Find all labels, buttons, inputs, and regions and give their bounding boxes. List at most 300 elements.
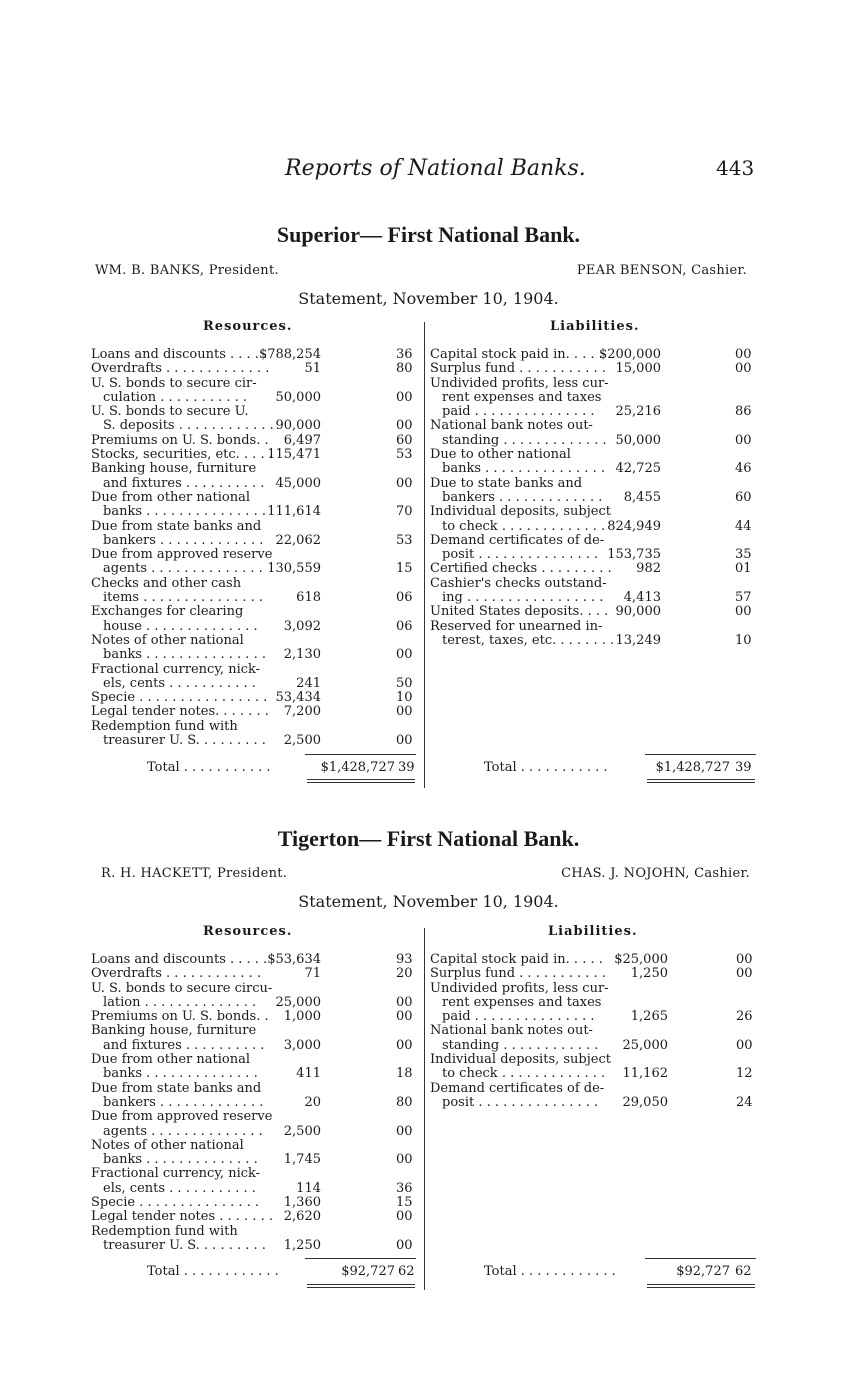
total-label: Total . . . . . . . . . . . bbox=[484, 760, 608, 775]
ledger-row bbox=[91, 548, 421, 562]
ledger-row bbox=[91, 1096, 421, 1110]
ledger-row bbox=[430, 1096, 760, 1110]
total-cents: 62 bbox=[735, 1264, 752, 1279]
cashier-name: PEAR BENSON, Cashier. bbox=[576, 263, 747, 278]
ledger-row bbox=[430, 434, 760, 448]
row-dollars: 15,000 bbox=[615, 361, 661, 377]
ledger-row bbox=[91, 348, 421, 362]
row-cents: 00 bbox=[735, 432, 752, 448]
row-cents: 00 bbox=[396, 1009, 413, 1025]
row-label: els, cents . . . . . . . . . . . bbox=[103, 1180, 256, 1196]
row-dollars: 2,500 bbox=[283, 733, 321, 749]
ledger-row bbox=[91, 505, 421, 519]
total-label: Total . . . . . . . . . . . . bbox=[147, 1264, 279, 1279]
row-label: Demand certificates of de- bbox=[430, 532, 605, 548]
row-label: agents . . . . . . . . . . . . . . bbox=[103, 561, 263, 577]
ledger-row bbox=[91, 648, 421, 662]
row-label: U. S. bonds to secure circu- bbox=[91, 980, 273, 996]
row-dollars: 50,000 bbox=[275, 389, 321, 405]
row-dollars: 1,360 bbox=[283, 1195, 321, 1211]
ledger-row bbox=[91, 534, 421, 548]
row-label: treasurer U. S. . . . . . . . . bbox=[103, 733, 266, 749]
row-dollars: 130,559 bbox=[267, 561, 321, 577]
row-label: Premiums on U. S. bonds. . bbox=[91, 432, 269, 448]
ledger-row bbox=[91, 477, 421, 491]
row-label: and fixtures . . . . . . . . . . bbox=[103, 1037, 265, 1053]
resources-list bbox=[91, 953, 421, 1253]
row-label: bankers . . . . . . . . . . . . . bbox=[103, 532, 264, 548]
ledger-row bbox=[430, 520, 760, 534]
row-cents: 00 bbox=[736, 1037, 753, 1053]
row-label: els, cents . . . . . . . . . . . bbox=[103, 675, 256, 691]
ledger-row bbox=[91, 1067, 421, 1081]
row-label: Banking house, furniture bbox=[91, 1023, 257, 1039]
row-cents: 36 bbox=[396, 1180, 413, 1196]
row-label: Undivided profits, less cur- bbox=[430, 980, 609, 996]
row-dollars: 25,000 bbox=[275, 994, 321, 1010]
row-dollars: 45,000 bbox=[275, 475, 321, 491]
resources-total bbox=[147, 1264, 427, 1280]
ledger-row bbox=[91, 953, 421, 967]
row-dollars: 2,500 bbox=[283, 1123, 321, 1139]
ledger-row bbox=[91, 605, 421, 619]
row-dollars: 1,250 bbox=[630, 966, 668, 982]
ledger-row bbox=[430, 362, 760, 376]
row-dollars: 25,216 bbox=[615, 404, 661, 420]
row-cents: 20 bbox=[396, 966, 413, 982]
row-label: rent expenses and taxes bbox=[442, 994, 602, 1010]
row-label: posit . . . . . . . . . . . . . . . bbox=[442, 547, 599, 563]
row-label: Specie . . . . . . . . . . . . . . . bbox=[91, 1195, 260, 1211]
total-cents: 62 bbox=[398, 1264, 415, 1279]
ledger-row bbox=[91, 634, 421, 648]
row-label: S. deposits . . . . . . . . . . . . bbox=[103, 418, 274, 434]
row-cents: 00 bbox=[396, 647, 413, 663]
row-label: U. S. bonds to secure cir- bbox=[91, 375, 257, 391]
row-dollars: 8,455 bbox=[623, 489, 661, 505]
row-dollars: 13,249 bbox=[615, 632, 661, 648]
row-cents: 36 bbox=[396, 347, 413, 362]
row-dollars: 1,250 bbox=[283, 1237, 321, 1253]
row-cents: 57 bbox=[735, 590, 752, 606]
row-cents: 70 bbox=[396, 504, 413, 520]
ledger-row bbox=[91, 419, 421, 433]
statement-date: Statement, November 10, 1904. bbox=[298, 892, 559, 911]
row-label: to check . . . . . . . . . . . . . bbox=[442, 1066, 606, 1082]
ledger-row bbox=[91, 691, 421, 705]
row-dollars: 241 bbox=[296, 675, 321, 691]
row-label: Individual deposits, subject bbox=[430, 504, 611, 520]
row-label: banks . . . . . . . . . . . . . . . bbox=[442, 461, 605, 477]
ledger-row bbox=[430, 605, 760, 619]
row-label: Due to other national bbox=[430, 447, 571, 463]
ledger-row bbox=[91, 720, 421, 734]
row-cents: 00 bbox=[396, 1209, 413, 1225]
ledger-row bbox=[91, 377, 421, 391]
row-label: items . . . . . . . . . . . . . . . bbox=[103, 590, 264, 606]
row-cents: 00 bbox=[736, 952, 753, 967]
ledger-row bbox=[91, 1210, 421, 1224]
row-dollars: 618 bbox=[296, 590, 321, 606]
row-dollars: 3,000 bbox=[283, 1037, 321, 1053]
ledger-row bbox=[430, 634, 760, 648]
ledger-row bbox=[91, 1039, 421, 1053]
row-label: Due from state banks and bbox=[91, 1080, 262, 1096]
row-label: lation . . . . . . . . . . . . . . bbox=[103, 994, 257, 1010]
row-dollars: 71 bbox=[304, 966, 321, 982]
ledger-row bbox=[430, 534, 760, 548]
ledger-row bbox=[91, 1225, 421, 1239]
ledger-row bbox=[430, 1053, 760, 1067]
ledger-row bbox=[91, 1125, 421, 1139]
ledger-row bbox=[91, 982, 421, 996]
ledger-row bbox=[430, 1082, 760, 1096]
total-dollars: $92,727 bbox=[676, 1264, 730, 1279]
ledger-row bbox=[430, 462, 760, 476]
ledger-row bbox=[91, 1239, 421, 1253]
ledger-row bbox=[91, 562, 421, 576]
row-cents: 00 bbox=[736, 966, 753, 982]
ledger-row bbox=[430, 1039, 760, 1053]
president-name: WM. B. BANKS, President. bbox=[95, 263, 279, 278]
row-label: banks . . . . . . . . . . . . . . bbox=[103, 1152, 258, 1168]
row-dollars: 824,949 bbox=[607, 518, 661, 534]
column-divider bbox=[424, 928, 425, 1290]
row-dollars: 2,130 bbox=[283, 647, 321, 663]
ledger-row bbox=[430, 419, 760, 433]
ledger-row bbox=[91, 620, 421, 634]
row-label: Reserved for unearned in- bbox=[430, 618, 603, 634]
ledger-row bbox=[91, 996, 421, 1010]
row-dollars: 2,620 bbox=[283, 1209, 321, 1225]
ledger-row bbox=[91, 1110, 421, 1124]
row-dollars: 25,000 bbox=[622, 1037, 668, 1053]
row-dollars: 51 bbox=[304, 361, 321, 377]
row-dollars: 1,000 bbox=[283, 1009, 321, 1025]
ledger-row bbox=[91, 520, 421, 534]
ledger-row bbox=[91, 967, 421, 981]
ledger-row bbox=[91, 1053, 421, 1067]
row-cents: 60 bbox=[735, 489, 752, 505]
row-cents: 15 bbox=[396, 561, 413, 577]
bank-title: Superior— First National Bank. bbox=[276, 222, 581, 247]
row-cents: 00 bbox=[735, 361, 752, 377]
ledger-row bbox=[91, 434, 421, 448]
row-label: Overdrafts . . . . . . . . . . . . . bbox=[91, 361, 270, 377]
row-label: Undivided profits, less cur- bbox=[430, 375, 609, 391]
ledger-row bbox=[91, 362, 421, 376]
total-double-rule bbox=[307, 1284, 415, 1288]
row-dollars: 22,062 bbox=[275, 532, 321, 548]
running-head bbox=[0, 156, 857, 186]
row-cents: 06 bbox=[396, 590, 413, 606]
ledger-row bbox=[91, 1182, 421, 1196]
total-rule bbox=[645, 1258, 756, 1259]
row-cents: 18 bbox=[396, 1066, 413, 1082]
bank-title: Tigerton— First National Bank. bbox=[277, 826, 580, 851]
row-cents: 00 bbox=[396, 389, 413, 405]
row-label: Surplus fund . . . . . . . . . . . bbox=[430, 361, 606, 377]
resources-heading: Resources. bbox=[203, 924, 293, 939]
row-label: banks . . . . . . . . . . . . . . bbox=[103, 1066, 258, 1082]
row-cents: 50 bbox=[396, 675, 413, 691]
liabilities-total bbox=[484, 1264, 764, 1280]
row-cents: 00 bbox=[396, 418, 413, 434]
row-label: terest, taxes, etc. . . . . . . . bbox=[442, 632, 615, 648]
row-cents: 24 bbox=[736, 1094, 753, 1110]
row-cents: 86 bbox=[735, 404, 752, 420]
ledger-row bbox=[430, 491, 760, 505]
row-dollars: $25,000 bbox=[614, 952, 668, 967]
running-title: Reports of National Banks. bbox=[285, 156, 586, 181]
row-dollars: 29,050 bbox=[622, 1094, 668, 1110]
ledger-row bbox=[430, 405, 760, 419]
row-label: rent expenses and taxes bbox=[442, 389, 602, 405]
row-cents: 00 bbox=[396, 475, 413, 491]
row-cents: 46 bbox=[735, 461, 752, 477]
row-label: Surplus fund . . . . . . . . . . . bbox=[430, 966, 606, 982]
row-label: National bank notes out- bbox=[430, 418, 593, 434]
total-rule bbox=[645, 754, 756, 755]
resources-total bbox=[147, 760, 427, 776]
row-cents: 00 bbox=[735, 604, 752, 620]
total-dollars: $92,727 bbox=[341, 1264, 395, 1279]
row-label: Due to state banks and bbox=[430, 475, 583, 491]
row-dollars: 50,000 bbox=[615, 432, 661, 448]
row-cents: 35 bbox=[735, 547, 752, 563]
liabilities-list bbox=[430, 348, 760, 648]
row-label: to check . . . . . . . . . . . . . bbox=[442, 518, 606, 534]
row-dollars: 7,200 bbox=[283, 704, 321, 720]
ledger-row bbox=[91, 1153, 421, 1167]
row-label: Due from approved reserve bbox=[91, 547, 273, 563]
row-label: Individual deposits, subject bbox=[430, 1052, 611, 1068]
row-label: banks . . . . . . . . . . . . . . . bbox=[103, 647, 266, 663]
row-label: banks . . . . . . . . . . . . . . . bbox=[103, 504, 266, 520]
row-label: Due from approved reserve bbox=[91, 1109, 273, 1125]
row-label: Capital stock paid in. . . . . bbox=[430, 347, 603, 362]
row-cents: 00 bbox=[396, 1152, 413, 1168]
ledger-row bbox=[430, 377, 760, 391]
ledger-row bbox=[430, 391, 760, 405]
row-cents: 80 bbox=[396, 1094, 413, 1110]
row-label: Due from state banks and bbox=[91, 518, 262, 534]
row-cents: 00 bbox=[396, 1237, 413, 1253]
total-dollars: $1,428,727 bbox=[320, 760, 395, 775]
president-name: R. H. HACKETT, President. bbox=[101, 866, 288, 881]
row-dollars: 11,162 bbox=[622, 1066, 668, 1082]
ledger-row bbox=[430, 562, 760, 576]
ledger-row bbox=[430, 348, 760, 362]
row-label: treasurer U. S. . . . . . . . . bbox=[103, 1237, 266, 1253]
ledger-row bbox=[430, 1024, 760, 1038]
row-label: paid . . . . . . . . . . . . . . . bbox=[442, 404, 595, 420]
total-double-rule bbox=[307, 779, 415, 783]
row-cents: 10 bbox=[396, 690, 413, 706]
row-cents: 00 bbox=[396, 1037, 413, 1053]
ledger-row bbox=[91, 1196, 421, 1210]
row-label: Redemption fund with bbox=[91, 718, 238, 734]
ledger-row bbox=[430, 477, 760, 491]
row-dollars: 90,000 bbox=[615, 604, 661, 620]
column-divider bbox=[424, 322, 425, 788]
ledger-row bbox=[91, 391, 421, 405]
liabilities-heading: Liabilities. bbox=[548, 924, 638, 939]
row-cents: 80 bbox=[396, 361, 413, 377]
row-label: Certified checks . . . . . . . . . bbox=[430, 561, 612, 577]
row-cents: 00 bbox=[735, 347, 752, 362]
row-dollars: 114 bbox=[296, 1180, 321, 1196]
row-label: paid . . . . . . . . . . . . . . . bbox=[442, 1009, 595, 1025]
total-double-rule bbox=[647, 779, 755, 783]
row-cents: 53 bbox=[396, 532, 413, 548]
row-cents: 10 bbox=[735, 632, 752, 648]
row-dollars: 42,725 bbox=[615, 461, 661, 477]
total-rule bbox=[305, 1258, 416, 1259]
row-label: Premiums on U. S. bonds. . bbox=[91, 1009, 269, 1025]
total-label: Total . . . . . . . . . . . bbox=[147, 760, 271, 775]
row-cents: 06 bbox=[396, 618, 413, 634]
row-label: bankers . . . . . . . . . . . . . bbox=[442, 489, 603, 505]
row-cents: 60 bbox=[396, 432, 413, 448]
ledger-row bbox=[91, 705, 421, 719]
liabilities-heading: Liabilities. bbox=[550, 319, 640, 334]
row-label: Fractional currency, nick- bbox=[91, 661, 261, 677]
row-label: Specie . . . . . . . . . . . . . . . . bbox=[91, 690, 268, 706]
total-rule bbox=[305, 754, 416, 755]
row-label: and fixtures . . . . . . . . . . bbox=[103, 475, 265, 491]
ledger-row bbox=[430, 996, 760, 1010]
row-label: Cashier's checks outstand- bbox=[430, 575, 607, 591]
row-label: Loans and discounts . . . . . bbox=[91, 347, 268, 362]
ledger-row bbox=[91, 1167, 421, 1181]
row-label: Due from other national bbox=[91, 489, 251, 505]
row-dollars: 1,745 bbox=[283, 1152, 321, 1168]
ledger-row bbox=[91, 491, 421, 505]
ledger-row bbox=[430, 548, 760, 562]
row-cents: 00 bbox=[396, 994, 413, 1010]
row-label: Notes of other national bbox=[91, 1137, 244, 1153]
row-label: Loans and discounts . . . . . bbox=[91, 952, 268, 967]
row-label: Capital stock paid in. . . . . bbox=[430, 952, 603, 967]
row-label: Fractional currency, nick- bbox=[91, 1166, 261, 1182]
ledger-row bbox=[91, 448, 421, 462]
ledger-row bbox=[91, 1010, 421, 1024]
row-cents: 26 bbox=[736, 1009, 753, 1025]
row-dollars: 90,000 bbox=[275, 418, 321, 434]
row-cents: 00 bbox=[396, 1123, 413, 1139]
ledger-row bbox=[91, 577, 421, 591]
row-dollars: 3,092 bbox=[283, 618, 321, 634]
ledger-row bbox=[430, 620, 760, 634]
row-dollars: $788,254 bbox=[258, 347, 321, 362]
row-dollars: 411 bbox=[296, 1066, 321, 1082]
ledger-row bbox=[430, 953, 760, 967]
row-cents: 01 bbox=[735, 561, 752, 577]
row-dollars: 982 bbox=[636, 561, 661, 577]
row-label: Stocks, securities, etc. . . . . bbox=[91, 447, 273, 463]
liabilities-total bbox=[484, 760, 764, 776]
ledger-row bbox=[91, 1024, 421, 1038]
ledger-row bbox=[91, 677, 421, 691]
total-cents: 39 bbox=[398, 760, 415, 775]
row-dollars: 115,471 bbox=[267, 447, 321, 463]
ledger-row bbox=[430, 505, 760, 519]
total-label: Total . . . . . . . . . . . . bbox=[484, 1264, 616, 1279]
total-dollars: $1,428,727 bbox=[655, 760, 730, 775]
row-label: Legal tender notes. . . . . . . bbox=[91, 704, 269, 720]
total-double-rule bbox=[647, 1284, 755, 1288]
row-label: Due from other national bbox=[91, 1052, 251, 1068]
row-label: bankers . . . . . . . . . . . . . bbox=[103, 1094, 264, 1110]
row-dollars: 1,265 bbox=[630, 1009, 668, 1025]
ledger-row bbox=[430, 1010, 760, 1024]
row-label: Banking house, furniture bbox=[91, 461, 257, 477]
ledger-row bbox=[430, 982, 760, 996]
row-label: U. S. bonds to secure U. bbox=[91, 404, 249, 420]
ledger-row bbox=[91, 734, 421, 748]
row-dollars: 20 bbox=[304, 1094, 321, 1110]
statement-date: Statement, November 10, 1904. bbox=[298, 289, 559, 308]
ledger-row bbox=[430, 1067, 760, 1081]
row-label: Notes of other national bbox=[91, 632, 244, 648]
row-cents: 44 bbox=[735, 518, 752, 534]
row-label: culation . . . . . . . . . . . bbox=[103, 389, 248, 405]
cashier-name: CHAS. J. NOJOHN, Cashier. bbox=[561, 866, 750, 881]
resources-list bbox=[91, 348, 421, 748]
ledger-row bbox=[91, 405, 421, 419]
row-dollars: 111,614 bbox=[267, 504, 321, 520]
liabilities-list bbox=[430, 953, 760, 1110]
ledger-row bbox=[430, 591, 760, 605]
row-dollars: $200,000 bbox=[598, 347, 661, 362]
row-cents: 15 bbox=[396, 1195, 413, 1211]
ledger-row bbox=[430, 448, 760, 462]
ledger-row bbox=[91, 663, 421, 677]
ledger-row bbox=[430, 577, 760, 591]
ledger-row bbox=[91, 1082, 421, 1096]
row-dollars: 4,413 bbox=[623, 590, 661, 606]
row-label: standing . . . . . . . . . . . . . bbox=[442, 432, 607, 448]
row-cents: 00 bbox=[396, 733, 413, 749]
row-label: Checks and other cash bbox=[91, 575, 242, 591]
ledger-row bbox=[91, 462, 421, 476]
row-dollars: 53,434 bbox=[275, 690, 321, 706]
row-label: Legal tender notes . . . . . . . bbox=[91, 1209, 273, 1225]
row-label: Overdrafts . . . . . . . . . . . . bbox=[91, 966, 262, 982]
row-dollars: 6,497 bbox=[283, 432, 321, 448]
ledger-row bbox=[91, 1139, 421, 1153]
row-cents: 93 bbox=[396, 952, 413, 967]
row-label: Exchanges for clearing bbox=[91, 604, 244, 620]
page-number: 443 bbox=[716, 156, 755, 180]
row-label: United States deposits. . . . bbox=[430, 604, 609, 620]
row-cents: 00 bbox=[396, 704, 413, 720]
resources-heading: Resources. bbox=[203, 319, 293, 334]
ledger-row bbox=[430, 967, 760, 981]
row-label: house . . . . . . . . . . . . . . bbox=[103, 618, 258, 634]
row-label: National bank notes out- bbox=[430, 1023, 593, 1039]
row-label: posit . . . . . . . . . . . . . . . bbox=[442, 1094, 599, 1110]
row-label: Redemption fund with bbox=[91, 1223, 238, 1239]
ledger-row bbox=[91, 591, 421, 605]
row-label: agents . . . . . . . . . . . . . . bbox=[103, 1123, 263, 1139]
row-dollars: 153,735 bbox=[607, 547, 661, 563]
row-cents: 53 bbox=[396, 447, 413, 463]
row-label: ing . . . . . . . . . . . . . . . . . bbox=[442, 590, 604, 606]
total-cents: 39 bbox=[735, 760, 752, 775]
row-label: Demand certificates of de- bbox=[430, 1080, 605, 1096]
